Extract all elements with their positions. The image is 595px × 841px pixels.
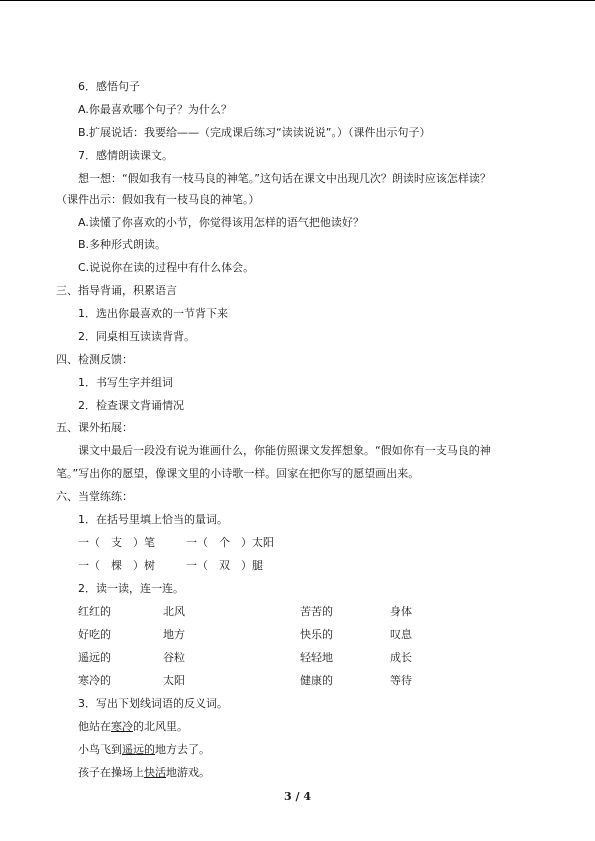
- item-7-c: C.说说你在读的过程中有什么体会。: [78, 261, 255, 274]
- match-cell: 叹息: [390, 628, 412, 641]
- section-3-heading: 三、指导背诵，积累语言: [56, 284, 177, 297]
- match-cell: 身体: [390, 605, 412, 618]
- match-cell: 等待: [390, 674, 412, 687]
- section-3-item-2: 2．同桌相互读读背背。: [78, 330, 195, 343]
- measure-word-2: 一（ 个 ）太阳: [186, 536, 274, 549]
- match-cell: 太阳: [163, 674, 185, 687]
- page-number: 3 / 4: [284, 790, 311, 803]
- item-7-a: A.读懂了你喜欢的小节，你觉得该用怎样的语气把他读好？: [78, 216, 364, 229]
- match-cell: 健康的: [300, 674, 333, 687]
- underlined-word: 快活: [144, 766, 166, 779]
- item-7-b: B.多种形式朗读。: [78, 238, 167, 251]
- match-cell: 地方: [163, 628, 185, 641]
- sentence-text: 地方去了。: [155, 743, 210, 756]
- underlined-word: 寒冷: [111, 720, 133, 733]
- item-7-heading: 7．感情朗读课文。: [78, 149, 173, 162]
- section-6-heading: 六、当堂练练：: [56, 490, 133, 503]
- match-cell: 苦苦的: [300, 605, 333, 618]
- match-cell: 遥远的: [78, 651, 111, 664]
- section-5-heading: 五、课外拓展：: [56, 421, 133, 434]
- top-rule: [0, 0, 595, 1]
- sentence-text: 的北风里。: [133, 720, 188, 733]
- sentence-2: [78, 743, 210, 757]
- match-cell: 快乐的: [300, 628, 333, 641]
- section-3-item-1: 1．选出你最喜欢的一节背下来: [78, 307, 228, 320]
- sentence-1: [78, 720, 188, 734]
- measure-word-4: 一（ 双 ）腿: [186, 559, 263, 572]
- underlined-word: 遥远的: [122, 743, 155, 756]
- match-cell: 轻轻地: [300, 651, 333, 664]
- sentence-text: 地游戏。: [166, 766, 210, 779]
- sentence-text: 小鸟飞到: [78, 743, 122, 756]
- item-6-b: B.扩展说话：我要给——（完成课后练习“读读说说”。）（课件出示句子）: [78, 126, 431, 139]
- measure-word-3: 一（ 棵 ）树: [78, 559, 155, 572]
- item-6-heading: 6．感悟句子: [78, 80, 140, 93]
- sentence-text: 孩子在操场上: [78, 766, 144, 779]
- match-cell: 好吃的: [78, 628, 111, 641]
- match-cell: 红红的: [78, 605, 111, 618]
- think-question: 想一想：“假如我有一枝马良的神笔。”这句话在课文中出现几次？朗读时应该怎样读？: [78, 172, 491, 185]
- section-5-paragraph-cont: 笔。”写出你的愿望，像课文里的小诗歌一样。回家在把你写的愿望画出来。: [56, 467, 420, 480]
- exercise-1-title: 1．在括号里填上恰当的量词。: [78, 513, 228, 526]
- section-5-paragraph: 课文中最后一段没有说为谁画什么，你能仿照课文发挥想象。“假如你有一支马良的神: [78, 444, 491, 457]
- match-cell: 成长: [390, 651, 412, 664]
- match-cell: 寒冷的: [78, 674, 111, 687]
- section-4-item-1: 1．书写生字并组词: [78, 376, 173, 389]
- exercise-2-title: 2．读一读，连一连。: [78, 582, 184, 595]
- section-4-heading: 四、检测反馈：: [56, 353, 133, 366]
- item-6-a: A.你最喜欢哪个句子？为什么？: [78, 103, 232, 116]
- sentence-3: [78, 766, 210, 780]
- match-cell: 谷粒: [163, 651, 185, 664]
- match-cell: 北风: [163, 605, 185, 618]
- measure-word-1: 一（ 支 ）笔: [78, 536, 155, 549]
- exercise-3-title: 3．写出下划线词语的反义词。: [78, 697, 228, 710]
- section-4-item-2: 2．检查课文背诵情况: [78, 399, 184, 412]
- sentence-text: 他站在: [78, 720, 111, 733]
- think-question-cont: （课件出示：假如我有一枝马良的神笔。）: [56, 193, 260, 206]
